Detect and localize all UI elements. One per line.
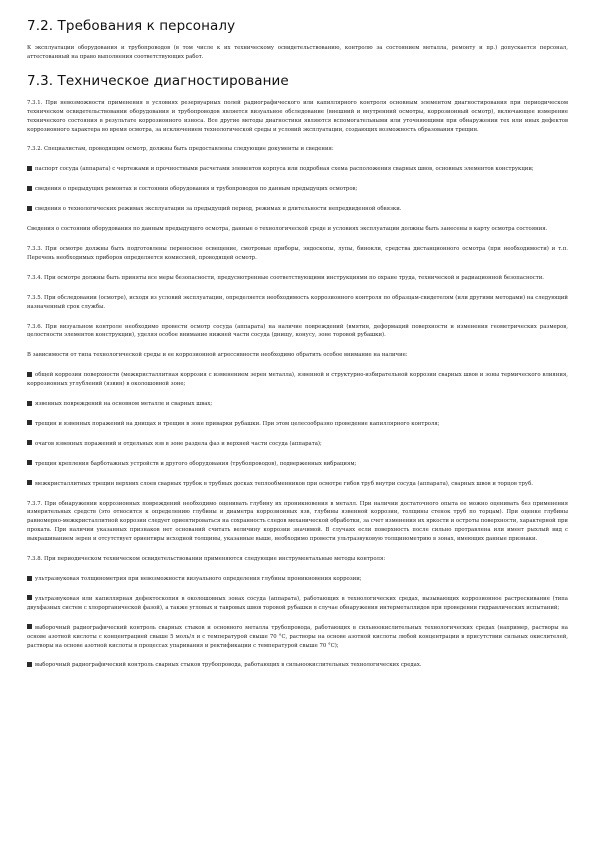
bullet-square-icon [27, 480, 32, 485]
bullet-square-icon [27, 166, 32, 171]
list-item-text: межкристаллитных трещин верхних слоев сварных трубок в трубных досках теплообменников при осмотре гибов труб внутри сосуда (аппарата), сварных швов и торцов труб. [35, 480, 533, 487]
bullet-square-icon [27, 401, 32, 406]
paragraph-attention-list-intro: В зависимости от типа технологической среды и ее коррозионной агрессивности необходимо обратить особое внимание на наличие: [27, 352, 408, 359]
paragraph-7-3-8: 7.3.8. При периодическом техническом освидетельствовании применяются следующие инструментальные методы контроля: [27, 556, 386, 563]
bullet-square-icon [27, 420, 32, 425]
bullet-square-icon [27, 440, 32, 445]
list-item-text: трещин крепления барботажных устройств и другого оборудования (трубопроводов), подверженных вибрациям; [35, 460, 357, 467]
list-item-text: паспорт сосуда (аппарата) с чертежами и прочностными расчетами элементов корпуса или подробная схема расположения сварных швов, основных элементов конструкции; [35, 166, 534, 173]
bullet-square-icon [27, 460, 32, 465]
paragraph-personnel: К эксплуатации оборудования и трубопроводов (в том числе к их техническому освидетельствованию, контролю за состоянием металла, ремонту и пр.) допускается персонал, аттестованный на право выполнения соответствующих работ. [27, 45, 568, 60]
bullet-square-icon [27, 372, 32, 377]
paragraph-7-3-2: 7.3.2. Специалистам, проводящим осмотр, должны быть предоставлены следующие документы и сведения: [27, 146, 334, 153]
list-item [27, 460, 568, 469]
list-item [27, 185, 568, 194]
list-item [27, 205, 568, 214]
paragraph-7-3-1: 7.3.1. При невозможности применения в условиях резервуарных полей радиографического или капиллярного контроля основным элементом диагностирования при периодическом техническом освидетельствовании оборудования и трубопроводов является визуальное обследование (внешний и внутренний осмотры, коррозионный осмотр), включающее измерение технического состояния в результате коррозионного износа. Все другие методы диагностики являются вспомогательными или уточняющими при обнаружении тех или иных дефектов коррозионного характера во время осмотра, за исключением технологической среды и условий эксплуатации, создающих возможность образования трещин. [27, 99, 568, 133]
list-item [27, 624, 568, 651]
list-item-text: очагов язвенных поражений и отдельных язв в зоне раздела фаз и верхней части сосуда (аппарата); [35, 440, 322, 447]
list-item-text: сведения о технологических режимах эксплуатации за предыдущий период, режимах и длительности непредвиденной обвязки. [35, 206, 402, 213]
list-item [27, 575, 568, 584]
list-item-text: ультразвуковая или капиллярная дефектоскопия в околошовных зонах сосуда (аппарата), работающих в технологических средах, вызывающих коррозионное растрескивание (типа двухфазных систем с хлорорганической фазой), а также угловых и тавровых швов торовой рубашки в случае обнаружения интерметаллидов при проведении гидравлических испытаний; [27, 595, 568, 611]
list-item-text: язвенных повреждений на основном металле и сварных швах; [35, 401, 213, 408]
section-heading-personnel: 7.2. Требования к персоналу [27, 18, 236, 34]
list-item [27, 595, 568, 613]
bullet-square-icon [27, 206, 32, 211]
list-item [27, 480, 568, 489]
bullet-square-icon [27, 576, 32, 581]
bullet-square-icon [27, 624, 32, 629]
list-item [27, 661, 568, 670]
list-item-text: ультразвуковая толщинометрия при невозможности визуального определения глубины проникновения коррозии; [35, 576, 362, 582]
list-item-text: трещин и язвенных поражений на днищах и трещин в зоне приварки рубашки. При этом целесообразно проведение капиллярного контроля; [35, 420, 440, 427]
paragraph-state-info: Сведения о состоянии оборудования по данным предыдущего осмотра, данные о технологической среде и условиях эксплуатации должны быть занесены в карту осмотра состояния. [27, 226, 548, 233]
paragraph-7-3-7: 7.3.7. При обнаружении коррозионных повреждений необходимо оценивать глубину их проникновения в металл. При наличии достаточного опыта ее можно оценивать без применения измерительных средств (это относится к определению глубины и диаметра коррозионных язв, глубины язвенной коррозии, толщины стенок труб по торцам). При оценке глубины равномерно-межкристаллитной коррозии следует ориентироваться на сохранность следов механической обработки, за счет изменения их яркости и остроты поверхности, характерной при проката. При наличии указанных признаков нет оснований считать величину коррозии значимой. В случаях если поверхность после сильно протравлена или имеет рыхлый вид с выкрашиванием зерен и отсутствует ориентиры исходной толщины, указанные выше, необходимо провести ультразвуковую толщинометрию в зонах, имеющих данные признаки. [27, 500, 568, 543]
paragraph-7-3-5: 7.3.5. При обследовании (осмотре), исходя из условий эксплуатации, определяется необходимость коррозионного контроля по образцам-свидетелям (или другими методами) на следующий назначенный срок службы. [27, 294, 568, 310]
list-item-text: сведения о предыдущих ремонтах и состоянии оборудования и трубопроводов по данным предыдущих осмотров; [35, 186, 358, 193]
list-item [27, 165, 568, 174]
paragraph-7-3-4: 7.3.4. При осмотре должны быть приняты все меры безопасности, предусмотренные соответствующими инструкциями по охране труда, технической и радиационной безопасности. [27, 274, 544, 281]
list-item [27, 420, 568, 429]
section-heading-diagnostics: 7.3. Техническое диагностирование [27, 72, 289, 89]
bullet-square-icon [27, 595, 32, 600]
list-item-text: выборочный радиографический контроль сварных стыков трубопровода, работающих в сильноокислительных технологических средах. [35, 662, 422, 669]
bullet-square-icon [27, 662, 32, 667]
list-item-text: общей коррозии поверхности (межкристаллитная коррозия с изменением зерен металла), язвенной и структурно-избирательной коррозии сварных швов и зоны термического влияния, коррозионных углублений (язвин) в околошовной зоне; [27, 372, 568, 388]
list-item [27, 400, 568, 409]
bullet-square-icon [27, 186, 32, 191]
list-item-text: выборочный радиографический контроль сварных стыков и основного металла трубопровода, работающих в сильноокислительных технологических средах (например, растворы на основе азотной кислоты с концентрацией свыше 5 моль/л и с температурой свыше 70 °С, растворы на основе азотной кислоты любой концентрации в присутствии сильных окислителей, растворы на основе азотной кислоты в процессах упаривания и ректификации с температурой свыше 70 °С); [27, 624, 568, 649]
paragraph-7-3-3: 7.3.3. При осмотре должны быть подготовлены переносное освещение, смотровые приборы, эндоскопы, лупы, бинокли, средства дистанционного осмотра (при необходимости) и т.п. Перечень необходимых приборов определяется комиссией, проводящей осмотр. [27, 245, 568, 261]
paragraph-7-3-6: 7.3.6. При визуальном контроле необходимо провести осмотр сосуда (аппарата) на наличие повреждений (вмятин, деформаций поверхности и изменения геометрических размеров, целостности элементов конструкции), уделяя особое внимание нижней части сосуда (днищу, конусу, зоне торовой рубашки). [27, 323, 568, 339]
list-item [27, 371, 568, 389]
list-item [27, 440, 568, 449]
